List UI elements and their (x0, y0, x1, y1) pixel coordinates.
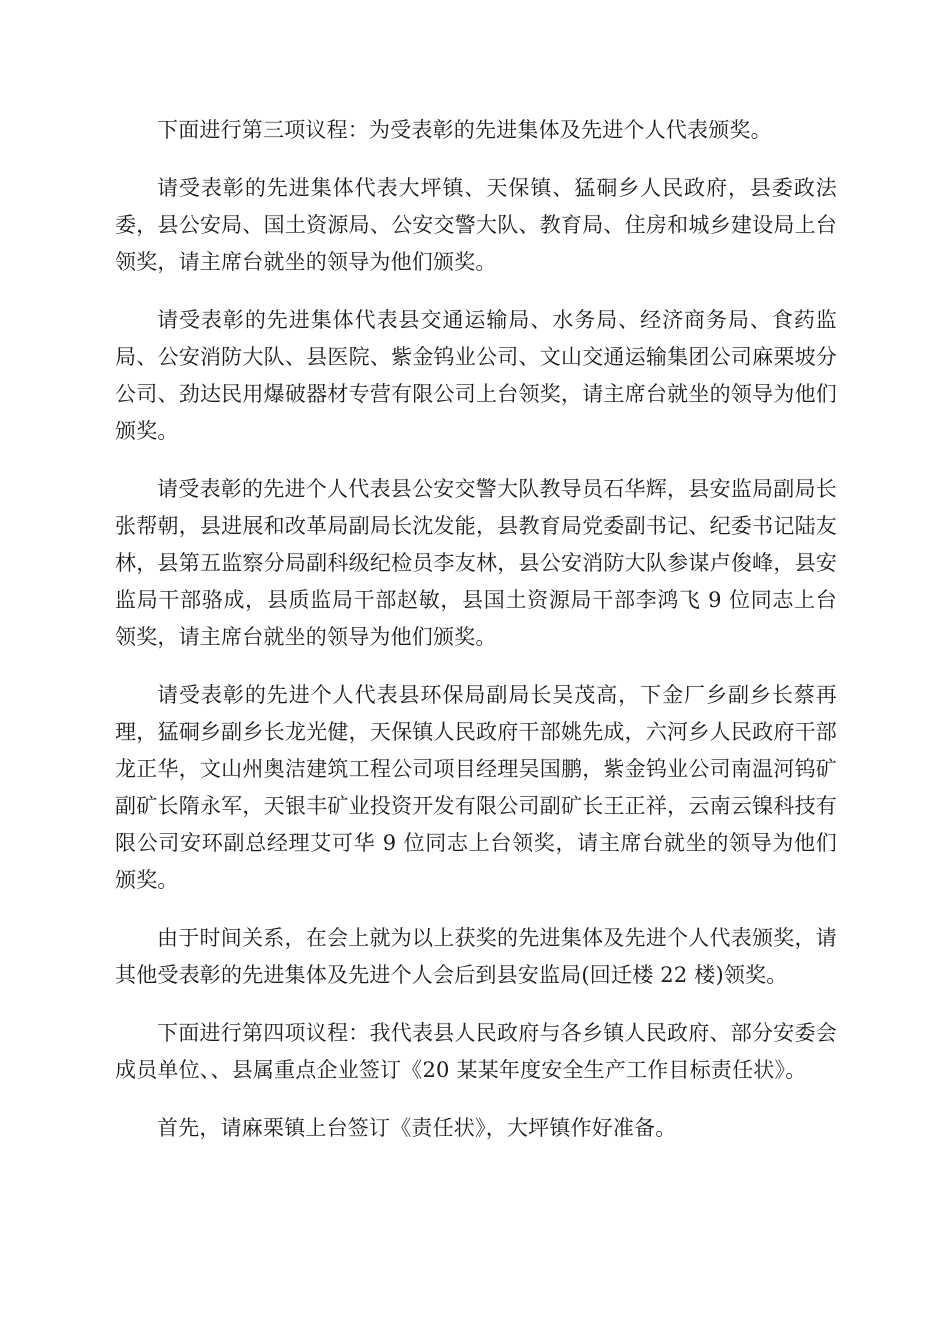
paragraph-remaining-awards: 由于时间关系，在会上就为以上获奖的先进集体及先进个人代表颁奖，请其他受表彰的先进集体及先进个人会后到县安监局(回迁楼 22 楼)领奖。 (115, 926, 837, 987)
document-body (115, 112, 837, 1168)
paragraph-signing-start: 首先，请麻栗镇上台签订《责任状》，大坪镇作好准备。 (157, 1116, 677, 1140)
paragraph-individual-group-1: 请受表彰的先进个人代表县公安交警大队教导员石华辉，县安监局副局长张帮朝，县进展和改革局副局长沈发能，县教育局党委副书记、纪委书记陆友林，县第五监察分局副科级纪检员李友林，县公安消防大队参谋卢俊峰，县安监局干部骆成，县质监局干部赵敏，县国土资源局干部李鸿飞 9 位同志上台领奖，请主席台就坐的领导为他们颁奖。 (115, 477, 837, 649)
paragraph-award-agenda: 下面进行第三项议程：为受表彰的先进集体及先进个人代表颁奖。 (157, 118, 772, 142)
paragraph-signing-agenda: 下面进行第四项议程：我代表县人民政府与各乡镇人民政府、部分安委会成员单位、、县属重点企业签订《20 某某年度安全生产工作目标责任状》。 (115, 1021, 837, 1082)
paragraph-collective-group-2: 请受表彰的先进集体代表县交通运输局、水务局、经济商务局、食药监局、公安消防大队、县医院、紫金钨业公司、文山交通运输集团公司麻栗坡分公司、劲达民用爆破器材专营有限公司上台领奖，请主席台就坐的领导为他们颁奖。 (115, 308, 837, 443)
paragraph-individual-group-2: 请受表彰的先进个人代表县环保局副局长吴茂高，下金厂乡副乡长蔡再理，猛硐乡副乡长龙光健，天保镇人民政府干部姚先成，六河乡人民政府干部龙正华，文山州奥洁建筑工程公司项目经理吴国鹏，紫金钨业公司南温河钨矿副矿长隋永军，天银丰矿业投资开发有限公司副矿长王正祥，云南云镍科技有限公司安环副总经理艾可华 9 位同志上台领奖，请主席台就坐的领导为他们颁奖。 (115, 683, 837, 892)
paragraph-collective-group-1: 请受表彰的先进集体代表大坪镇、天保镇、猛硐乡人民政府，县委政法委，县公安局、国土资源局、公安交警大队、教育局、住房和城乡建设局上台领奖，请主席台就坐的领导为他们颁奖。 (115, 176, 837, 274)
